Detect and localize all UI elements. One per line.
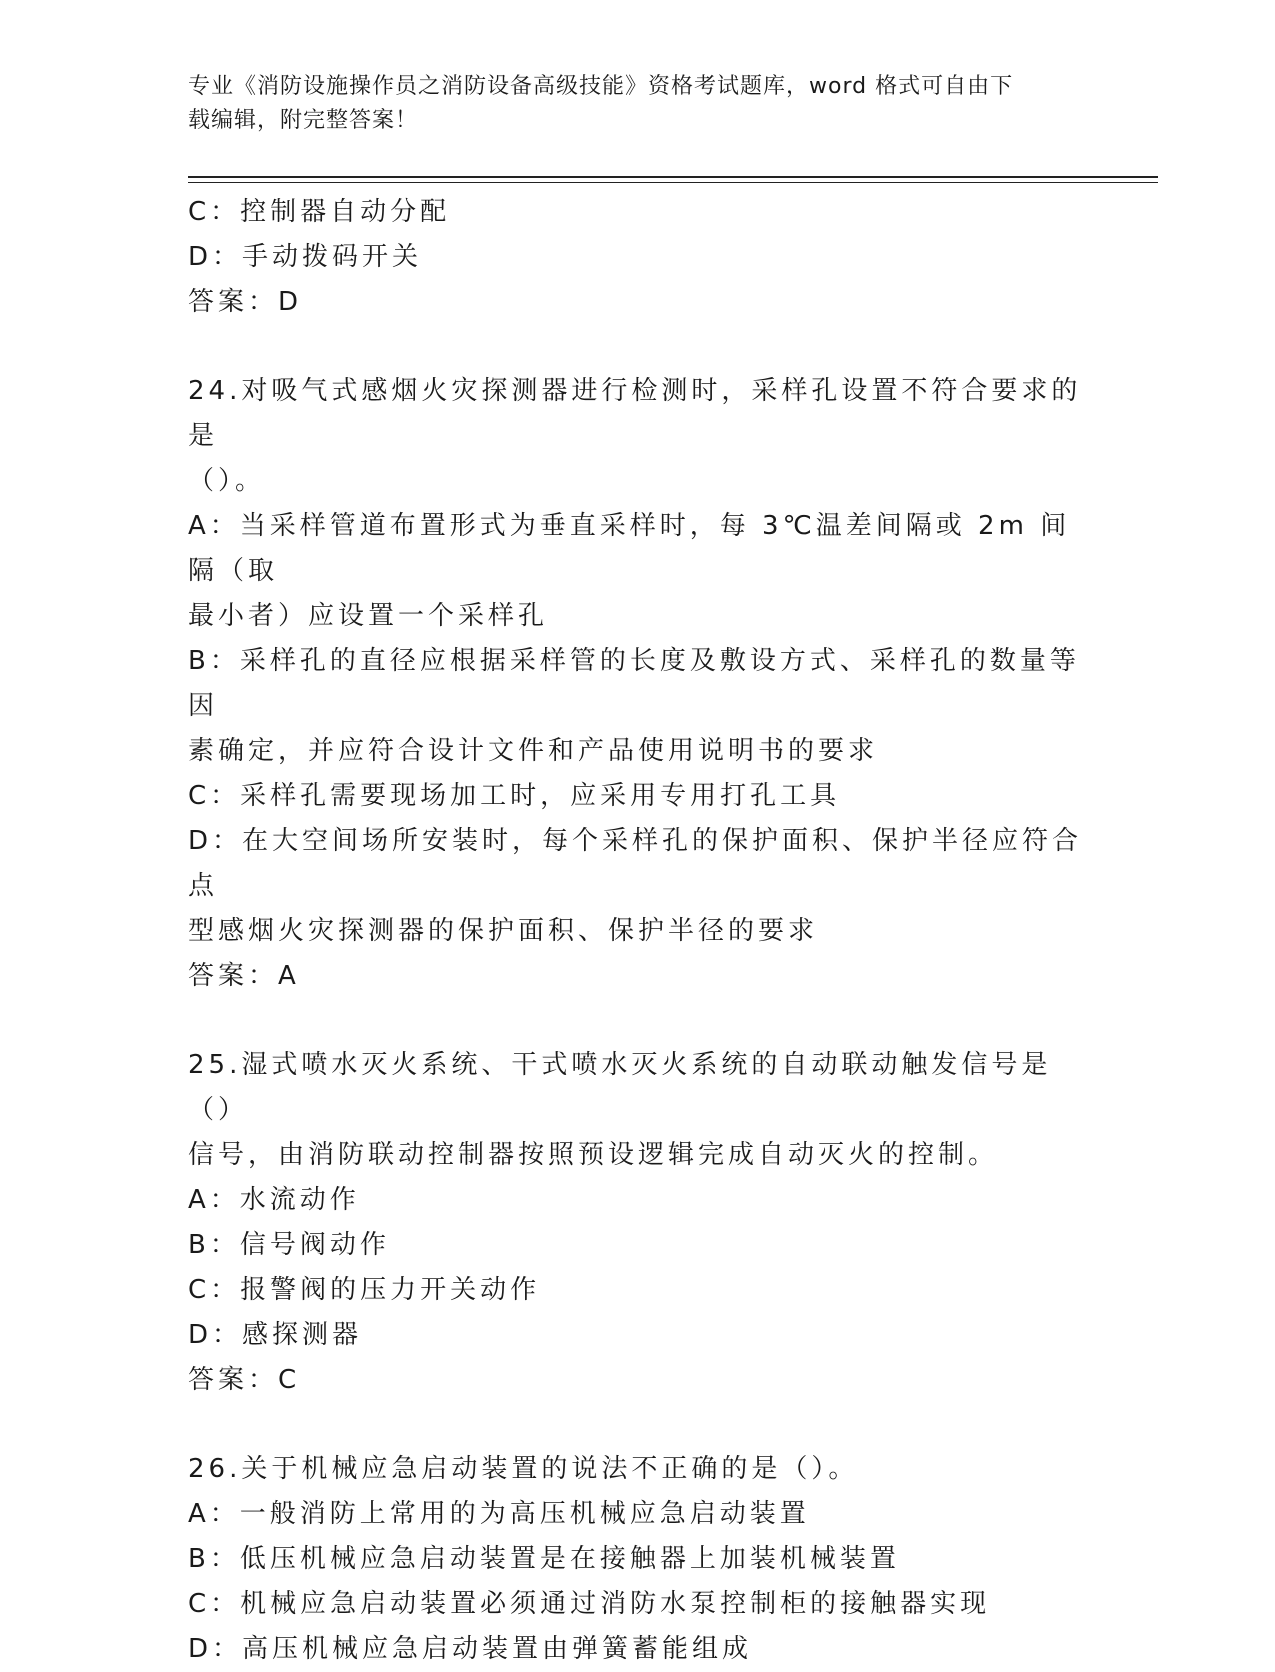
option-a-cont: 最小者）应设置一个采样孔 [188,601,549,631]
document-body [188,190,1088,1672]
option-b-cont: 素确定，并应符合设计文件和产品使用说明书的要求 [188,736,879,766]
option-b: B：低压机械应急启动装置是在接触器上加装机械装置 [188,1544,900,1574]
option-d: D：在大空间场所安装时，每个采样孔的保护面积、保护半径应符合点 [188,826,1083,901]
question-24 [188,369,1088,999]
header-rule-thin [188,182,1158,183]
question-text: 信号，由消防联动控制器按照预设逻辑完成自动灭火的控制。 [188,1140,999,1170]
carryover-block [188,190,1088,325]
option-d: D：高压机械应急启动装置由弹簧蓄能组成 [188,1634,753,1664]
option-b: B：采样孔的直径应根据采样管的长度及敷设方式、采样孔的数量等因 [188,646,1080,721]
header-line-1: 专业《消防设施操作员之消防设备高级技能》资格考试题库，word 格式可自由下 [188,74,1014,99]
option-c: C：采样孔需要现场加工时，应采用专用打孔工具 [188,781,841,811]
option-c: C：报警阀的压力开关动作 [188,1275,541,1305]
option-a: A：当采样管道布置形式为垂直采样时，每 3℃温差间隔或 2m 间隔（取 [188,511,1071,586]
page-header [188,70,1088,138]
answer-line: 答案：D [188,287,303,317]
header-line-2: 载编辑，附完整答案！ [188,108,419,133]
option-d-cont: 型感烟火灾探测器的保护面积、保护半径的要求 [188,916,819,946]
question-25 [188,1043,1088,1403]
option-c: C：控制器自动分配 [188,197,451,227]
option-c: C：机械应急启动装置必须通过消防水泵控制柜的接触器实现 [188,1589,991,1619]
header-rule-thick [188,176,1158,178]
answer-line: 答案：A [188,961,300,991]
question-text: 24.对吸气式感烟火灾探测器进行检测时，采样孔设置不符合要求的是 [188,376,1082,451]
option-a: A：水流动作 [188,1185,360,1215]
question-text: 25.湿式喷水灭火系统、干式喷水灭火系统的自动联动触发信号是（） [188,1050,1052,1125]
option-d: D：手动拨码开关 [188,242,423,272]
question-text: （）。 [188,466,266,496]
question-26 [188,1447,1088,1672]
option-a: A：一般消防上常用的为高压机械应急启动装置 [188,1499,810,1529]
option-d: D：感探测器 [188,1320,363,1350]
option-b: B：信号阀动作 [188,1230,390,1260]
answer-line: 答案：C [188,1365,301,1395]
question-text: 26.关于机械应急启动装置的说法不正确的是（）。 [188,1454,859,1484]
